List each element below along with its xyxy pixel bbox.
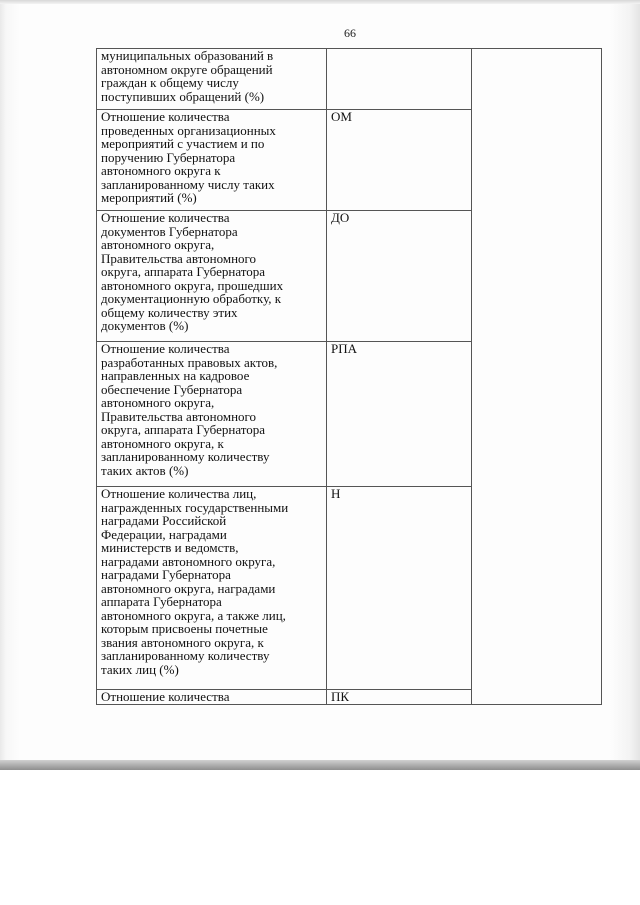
scan-top-edge bbox=[0, 0, 640, 4]
cell-text-line: автономного округа, bbox=[101, 395, 215, 410]
cell-text-line: общему количеству этих bbox=[101, 304, 238, 320]
cell-text-line: звания автономного округа, к bbox=[101, 634, 264, 650]
cell-text-line: обеспечение Губернатора bbox=[101, 381, 243, 397]
cell-text-line: округа, аппарата Губернатора bbox=[101, 264, 266, 279]
cell-text-line: наградами Губернатора bbox=[101, 567, 231, 582]
indicator-code-cell bbox=[327, 49, 472, 110]
indicator-table-wrapper bbox=[96, 48, 601, 706]
table-row bbox=[97, 49, 602, 110]
cell-text-line: Правительства автономного bbox=[101, 408, 257, 424]
indicator-table bbox=[96, 48, 602, 705]
cell-text-line: документов (%) bbox=[101, 318, 189, 333]
indicator-code-cell: Н bbox=[327, 487, 472, 690]
cell-text-line: Отношение количества bbox=[101, 109, 230, 124]
cell-text-line: поручению Губернатора bbox=[101, 149, 236, 165]
cell-text-line: запланированному числу таких bbox=[101, 176, 275, 192]
indicator-code-cell: РПА bbox=[327, 342, 472, 487]
cell-text-line: граждан к общему числу bbox=[101, 75, 239, 90]
indicator-description-cell bbox=[97, 487, 327, 690]
cell-text-line: Правительства автономного bbox=[101, 250, 257, 266]
cell-text-line: награжденных государственными bbox=[101, 499, 289, 515]
cell-text-line: автономного округа, наградами bbox=[101, 580, 276, 596]
cell-text-line: которым присвоены почетные bbox=[101, 621, 268, 636]
cell-text-line: автономного округа к bbox=[101, 163, 221, 178]
cell-text-line: направленных на кадровое bbox=[101, 368, 250, 383]
indicator-code-cell: ПК bbox=[327, 690, 472, 705]
indicator-code-cell: ОМ bbox=[327, 110, 472, 211]
indicator-description-cell bbox=[97, 211, 327, 342]
cell-text-line: министерств и ведомств, bbox=[101, 540, 239, 555]
cell-text-line: проведенных организационных bbox=[101, 122, 276, 138]
indicator-description-cell bbox=[97, 342, 327, 487]
scan-bottom-edge bbox=[0, 760, 640, 770]
cell-text-line: Отношение количества bbox=[101, 689, 230, 704]
cell-text-line: Отношение количества bbox=[101, 341, 230, 356]
cell-text-line: мероприятий (%) bbox=[101, 190, 197, 205]
cell-text-line: Федерации, наградами bbox=[101, 526, 227, 542]
cell-text-line: автономного округа, к bbox=[101, 435, 224, 451]
cell-text-line: запланированному количеству bbox=[101, 449, 270, 464]
indicator-table-body bbox=[97, 49, 602, 705]
cell-text-line: таких актов (%) bbox=[101, 462, 189, 478]
cell-text-line: запланированному количеству bbox=[101, 648, 270, 663]
cell-text-line: наградами автономного округа, bbox=[101, 553, 276, 569]
indicator-description-cell bbox=[97, 690, 327, 705]
cell-text-line: документов Губернатора bbox=[101, 223, 238, 239]
page-number: 66 bbox=[344, 26, 356, 40]
indicator-description-cell bbox=[97, 110, 327, 211]
indicator-description-cell bbox=[97, 49, 327, 110]
cell-text-line: автономном округе обращений bbox=[101, 61, 273, 77]
cell-text-line: мероприятий с участием и по bbox=[101, 136, 265, 151]
cell-text-line: таких лиц (%) bbox=[101, 661, 179, 677]
cell-text-line: автономного округа, а также лиц, bbox=[101, 607, 286, 623]
cell-text-line: Отношение количества лиц, bbox=[101, 486, 257, 501]
cell-text-line: округа, аппарата Губернатора bbox=[101, 422, 266, 437]
indicator-code-cell: ДО bbox=[327, 211, 472, 342]
cell-text-line: автономного округа, bbox=[101, 237, 215, 252]
blank-column-cell bbox=[472, 49, 602, 705]
cell-text-line: муниципальных образований в bbox=[101, 48, 274, 63]
cell-text-line: разработанных правовых актов, bbox=[101, 354, 278, 370]
cell-text-line: Отношение количества bbox=[101, 210, 230, 225]
cell-text-line: поступивших обращений (%) bbox=[101, 88, 265, 104]
cell-text-line: наградами Российской bbox=[101, 513, 227, 528]
cell-text-line: автономного округа, прошедших bbox=[101, 277, 284, 293]
cell-text-line: документационную обработку, к bbox=[101, 291, 282, 306]
cell-text-line: аппарата Губернатора bbox=[101, 594, 222, 609]
